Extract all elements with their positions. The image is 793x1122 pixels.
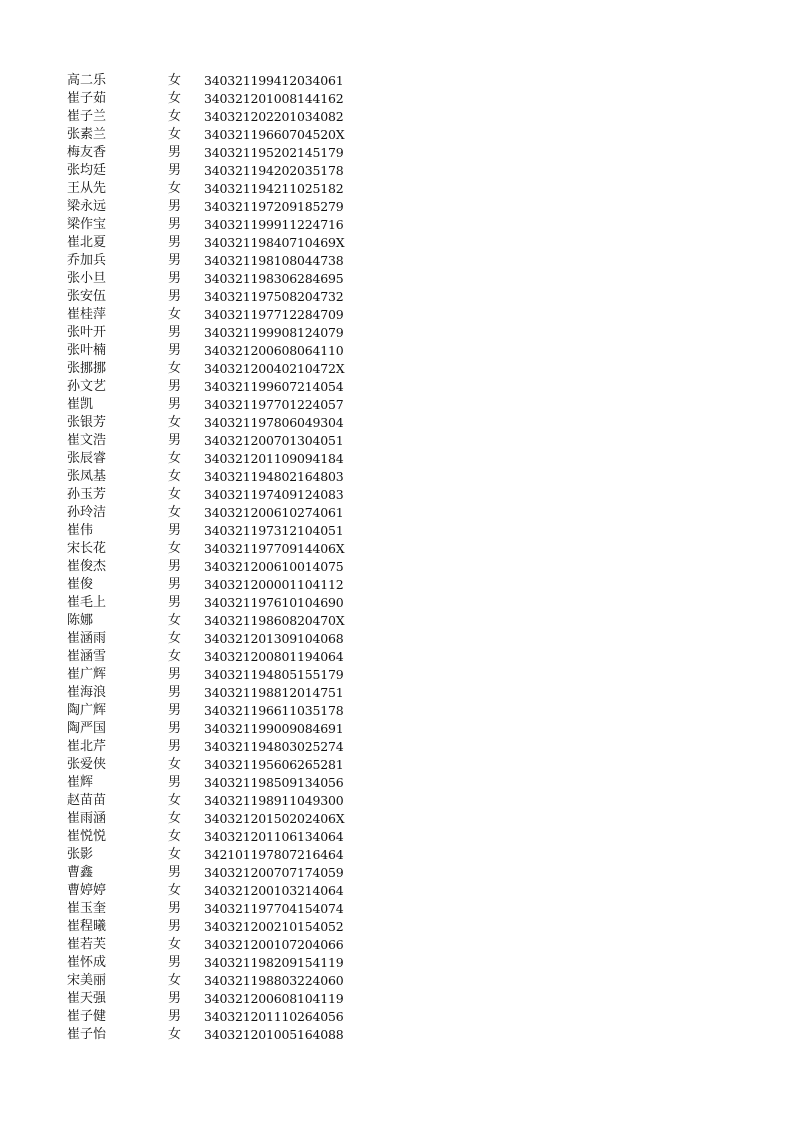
person-name: 崔涵雪 — [67, 649, 107, 664]
person-name: 崔凯 — [67, 397, 94, 412]
person-id-number: 340321200801194064 — [204, 649, 344, 664]
table-row — [0, 792, 793, 810]
person-id-number: 340321195202145179 — [204, 145, 344, 160]
person-id-number: 340321198911049300 — [204, 793, 344, 808]
person-id-number: 340321195606265281 — [204, 757, 344, 772]
person-gender: 女 — [168, 361, 182, 376]
table-row — [0, 504, 793, 522]
table-row — [0, 882, 793, 900]
person-id-number: 340321199009084691 — [204, 721, 344, 736]
person-id-number: 340321194202035178 — [204, 163, 344, 178]
person-gender: 男 — [168, 253, 182, 268]
person-name: 崔子茹 — [67, 91, 107, 106]
person-name: 孙玲洁 — [67, 505, 107, 520]
table-row — [0, 558, 793, 576]
person-gender: 女 — [168, 73, 182, 88]
person-name: 崔海浪 — [67, 685, 107, 700]
person-gender: 女 — [168, 451, 182, 466]
person-gender: 女 — [168, 883, 182, 898]
table-row — [0, 990, 793, 1008]
person-name: 陶广辉 — [67, 703, 107, 718]
table-row — [0, 126, 793, 144]
person-id-number: 340321194803025274 — [204, 739, 344, 754]
person-id-number: 340321198803224060 — [204, 973, 344, 988]
table-row — [0, 738, 793, 756]
person-name: 张叶楠 — [67, 343, 107, 358]
person-name: 崔雨涵 — [67, 811, 107, 826]
person-id-number: 340321201110264056 — [204, 1009, 344, 1024]
person-gender: 男 — [168, 163, 182, 178]
table-row — [0, 342, 793, 360]
person-name: 崔广辉 — [67, 667, 107, 682]
person-gender: 女 — [168, 307, 182, 322]
person-name: 张安伍 — [67, 289, 107, 304]
table-row — [0, 432, 793, 450]
person-id-number: 340321198108044738 — [204, 253, 344, 268]
person-name: 孙文艺 — [67, 379, 107, 394]
table-row — [0, 666, 793, 684]
table-row — [0, 288, 793, 306]
person-gender: 女 — [168, 505, 182, 520]
table-row — [0, 1026, 793, 1044]
person-name: 崔辉 — [67, 775, 94, 790]
person-gender: 男 — [168, 865, 182, 880]
person-name: 崔程曦 — [67, 919, 107, 934]
person-id-number: 340321197712284709 — [204, 307, 344, 322]
person-id-number: 340321197209185279 — [204, 199, 344, 214]
person-gender: 女 — [168, 487, 182, 502]
person-gender: 女 — [168, 757, 182, 772]
person-id-number: 340321200610274061 — [204, 505, 344, 520]
person-name: 张影 — [67, 847, 94, 862]
person-id-number: 340321197409124083 — [204, 487, 344, 502]
person-gender: 男 — [168, 1009, 182, 1024]
table-row — [0, 450, 793, 468]
table-row — [0, 540, 793, 558]
person-id-number: 34032119770914406X — [204, 541, 345, 556]
person-gender: 女 — [168, 541, 182, 556]
person-name: 崔北芹 — [67, 739, 107, 754]
person-id-number: 340321200701304051 — [204, 433, 344, 448]
person-id-number: 340321196611035178 — [204, 703, 344, 718]
person-id-number: 340321200608064110 — [204, 343, 344, 358]
table-row — [0, 90, 793, 108]
person-id-number: 340321194805155179 — [204, 667, 344, 682]
person-gender: 男 — [168, 343, 182, 358]
person-gender: 男 — [168, 703, 182, 718]
person-name: 曹鑫 — [67, 865, 94, 880]
person-name: 梁作宝 — [67, 217, 107, 232]
table-row — [0, 936, 793, 954]
person-name: 崔怀成 — [67, 955, 107, 970]
person-name: 崔天强 — [67, 991, 107, 1006]
table-row — [0, 900, 793, 918]
person-gender: 女 — [168, 415, 182, 430]
table-row — [0, 702, 793, 720]
person-gender: 女 — [168, 613, 182, 628]
person-name: 崔文浩 — [67, 433, 107, 448]
person-gender: 男 — [168, 685, 182, 700]
person-name: 宋美丽 — [67, 973, 107, 988]
person-id-number: 34032119660704520X — [204, 127, 345, 142]
person-name: 张爱侠 — [67, 757, 107, 772]
person-name: 张均廷 — [67, 163, 107, 178]
person-name: 崔悦悦 — [67, 829, 107, 844]
person-name: 张凤基 — [67, 469, 107, 484]
table-row — [0, 594, 793, 612]
table-row — [0, 396, 793, 414]
person-gender: 女 — [168, 811, 182, 826]
person-gender: 男 — [168, 991, 182, 1006]
person-id-number: 34032120040210472X — [204, 361, 345, 376]
person-name: 梁永远 — [67, 199, 107, 214]
person-name: 崔子健 — [67, 1009, 107, 1024]
table-row — [0, 162, 793, 180]
person-gender: 男 — [168, 217, 182, 232]
table-row — [0, 864, 793, 882]
person-gender: 男 — [168, 379, 182, 394]
person-name: 梅友香 — [67, 145, 107, 160]
person-gender: 女 — [168, 469, 182, 484]
table-row — [0, 756, 793, 774]
person-id-number: 340321201309104068 — [204, 631, 344, 646]
person-id-number: 340321200107204066 — [204, 937, 344, 952]
person-gender: 男 — [168, 145, 182, 160]
table-row — [0, 234, 793, 252]
table-row — [0, 360, 793, 378]
person-name: 崔毛上 — [67, 595, 107, 610]
person-id-number: 340321199412034061 — [204, 73, 344, 88]
person-id-number: 340321197312104051 — [204, 523, 344, 538]
person-name: 张挪挪 — [67, 361, 107, 376]
table-row — [0, 414, 793, 432]
table-row — [0, 216, 793, 234]
person-name: 崔俊杰 — [67, 559, 107, 574]
table-row — [0, 576, 793, 594]
table-row — [0, 198, 793, 216]
person-gender: 男 — [168, 559, 182, 574]
person-name: 崔伟 — [67, 523, 94, 538]
person-gender: 男 — [168, 739, 182, 754]
person-gender: 男 — [168, 919, 182, 934]
person-gender: 男 — [168, 433, 182, 448]
person-id-number: 340321198509134056 — [204, 775, 344, 790]
person-gender: 女 — [168, 127, 182, 142]
person-id-number: 34032120150202406X — [204, 811, 345, 826]
person-id-number: 340321199911224716 — [204, 217, 344, 232]
person-id-number: 340321199908124079 — [204, 325, 344, 340]
table-row — [0, 774, 793, 792]
person-name: 崔涵雨 — [67, 631, 107, 646]
person-id-number: 340321201005164088 — [204, 1027, 344, 1042]
person-gender: 女 — [168, 631, 182, 646]
person-name: 乔加兵 — [67, 253, 107, 268]
person-name: 宋长花 — [67, 541, 107, 556]
person-name: 张小旦 — [67, 271, 107, 286]
person-gender: 女 — [168, 937, 182, 952]
person-gender: 男 — [168, 523, 182, 538]
person-id-number: 340321194802164803 — [204, 469, 344, 484]
person-id-number: 340321200210154052 — [204, 919, 344, 934]
person-id-number: 34032119840710469X — [204, 235, 345, 250]
person-id-number: 340321200707174059 — [204, 865, 344, 880]
person-id-number: 340321198209154119 — [204, 955, 344, 970]
person-id-number: 340321200103214064 — [204, 883, 344, 898]
table-row — [0, 522, 793, 540]
table-row — [0, 144, 793, 162]
person-gender: 女 — [168, 973, 182, 988]
person-gender: 女 — [168, 847, 182, 862]
table-row — [0, 612, 793, 630]
table-row — [0, 1008, 793, 1026]
person-gender: 男 — [168, 289, 182, 304]
person-gender: 女 — [168, 649, 182, 664]
person-gender: 男 — [168, 901, 182, 916]
person-id-number: 340321200608104119 — [204, 991, 344, 1006]
table-row — [0, 378, 793, 396]
table-row — [0, 108, 793, 126]
person-name: 崔子兰 — [67, 109, 107, 124]
person-name: 张叶开 — [67, 325, 107, 340]
table-row — [0, 324, 793, 342]
person-id-number: 340321197704154074 — [204, 901, 344, 916]
person-id-number: 340321194211025182 — [204, 181, 344, 196]
person-name: 张素兰 — [67, 127, 107, 142]
person-id-number: 340321197508204732 — [204, 289, 344, 304]
person-gender: 女 — [168, 793, 182, 808]
person-name: 张辰睿 — [67, 451, 107, 466]
table-row — [0, 918, 793, 936]
table-row — [0, 468, 793, 486]
person-id-number: 340321197701224057 — [204, 397, 344, 412]
person-gender: 男 — [168, 721, 182, 736]
person-id-number: 340321199607214054 — [204, 379, 344, 394]
table-row — [0, 252, 793, 270]
table-row — [0, 72, 793, 90]
table-row — [0, 270, 793, 288]
person-id-number: 340321197610104690 — [204, 595, 344, 610]
person-gender: 男 — [168, 775, 182, 790]
person-id-number: 340321198306284695 — [204, 271, 344, 286]
person-gender: 男 — [168, 271, 182, 286]
person-name: 崔若芙 — [67, 937, 107, 952]
table-row — [0, 648, 793, 666]
person-id-number: 34032119860820470X — [204, 613, 345, 628]
person-id-number: 340321202201034082 — [204, 109, 344, 124]
person-name: 张银芳 — [67, 415, 107, 430]
person-gender: 男 — [168, 325, 182, 340]
person-gender: 女 — [168, 829, 182, 844]
person-id-number: 340321198812014751 — [204, 685, 344, 700]
person-name: 陶严国 — [67, 721, 107, 736]
person-name: 崔北夏 — [67, 235, 107, 250]
person-name: 王从先 — [67, 181, 107, 196]
roster-table — [0, 72, 793, 1044]
person-name: 孙玉芳 — [67, 487, 107, 502]
person-id-number: 340321201109094184 — [204, 451, 344, 466]
person-id-number: 342101197807216464 — [204, 847, 344, 862]
table-row — [0, 846, 793, 864]
table-row — [0, 720, 793, 738]
person-gender: 男 — [168, 577, 182, 592]
person-name: 崔子怡 — [67, 1027, 107, 1042]
person-gender: 女 — [168, 1027, 182, 1042]
table-row — [0, 684, 793, 702]
table-row — [0, 486, 793, 504]
person-name: 赵苗苗 — [67, 793, 107, 808]
person-gender: 男 — [168, 235, 182, 250]
person-name: 崔桂萍 — [67, 307, 107, 322]
person-name: 崔俊 — [67, 577, 94, 592]
person-name: 曹婷婷 — [67, 883, 107, 898]
person-name: 高二乐 — [67, 73, 107, 88]
person-gender: 男 — [168, 955, 182, 970]
person-gender: 男 — [168, 397, 182, 412]
table-row — [0, 810, 793, 828]
person-gender: 女 — [168, 181, 182, 196]
table-row — [0, 828, 793, 846]
table-row — [0, 306, 793, 324]
person-id-number: 340321200001104112 — [204, 577, 344, 592]
person-gender: 男 — [168, 667, 182, 682]
person-id-number: 340321201008144162 — [204, 91, 344, 106]
person-name: 崔玉奎 — [67, 901, 107, 916]
person-gender: 女 — [168, 91, 182, 106]
person-gender: 女 — [168, 109, 182, 124]
table-row — [0, 954, 793, 972]
person-id-number: 340321201106134064 — [204, 829, 344, 844]
person-name: 陈娜 — [67, 613, 94, 628]
table-row — [0, 180, 793, 198]
person-id-number: 340321200610014075 — [204, 559, 344, 574]
person-gender: 男 — [168, 595, 182, 610]
person-gender: 男 — [168, 199, 182, 214]
table-row — [0, 630, 793, 648]
table-row — [0, 972, 793, 990]
person-id-number: 340321197806049304 — [204, 415, 344, 430]
